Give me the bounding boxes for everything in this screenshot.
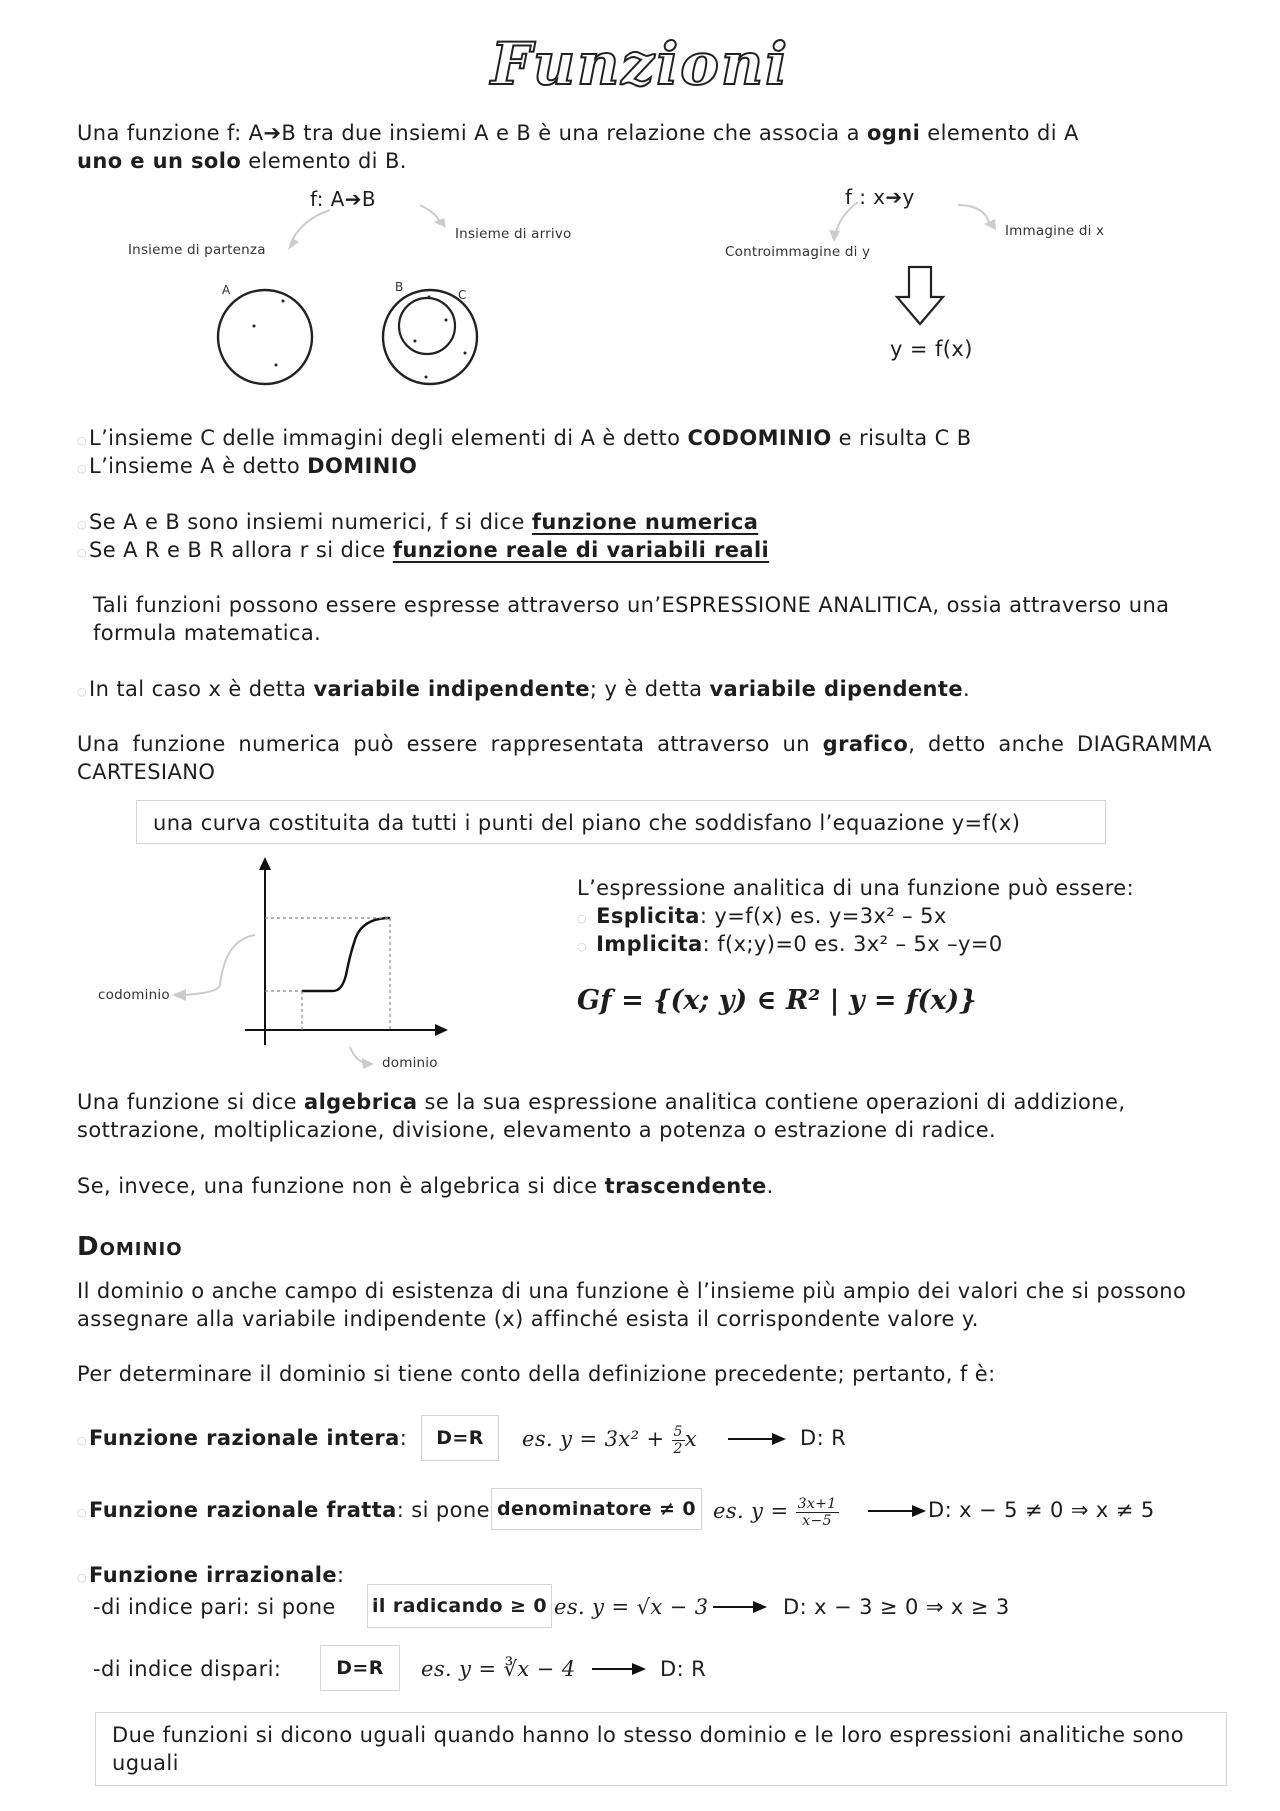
bullet-icon: ○ xyxy=(77,434,87,447)
arrow-right-icon xyxy=(728,1432,788,1446)
dispari-result: D: R xyxy=(660,1657,707,1681)
fratta-condition-box: denominatore ≠ 0 xyxy=(491,1488,702,1530)
set-c-label: C xyxy=(458,288,467,302)
bullet-icon: ○ xyxy=(77,518,87,531)
esplicita-line: ○ Esplicita: y=f(x) es. y=3x² – 5x xyxy=(577,904,947,928)
function-map-diagram xyxy=(640,180,1280,370)
espressione-paragraph: Tali funzioni possono essere espresse attraverso un’ESPRESSIONE ANALITICA, ossia attraverso una formula matematica. xyxy=(93,593,1170,645)
implicita-line: ○ Implicita: f(x;y)=0 es. 3x² – 5x –y=0 xyxy=(577,932,1003,956)
dominio-label: dominio xyxy=(382,1055,438,1071)
fraction: $\frac{5}{2}$ xyxy=(673,1424,683,1457)
bullet-icon: ○ xyxy=(577,912,587,925)
algebrica-paragraph: Una funzione si dice algebrica se la sua espressione analitica contiene operazioni di addizione, sottrazione, moltiplicazione, divisione, elevamento a potenza o estrazione di radice. xyxy=(77,1090,1126,1142)
bullet-icon: ○ xyxy=(77,1506,87,1519)
page-title: Funzioni xyxy=(490,30,790,98)
bullet-icon: ○ xyxy=(77,685,87,698)
intro-paragraph: Una funzione f: A➔B tra due insiemi A e B è una relazione che associa a ogni elemento di A uno e un solo elemento di B. xyxy=(77,121,1079,173)
set-a-label: A xyxy=(222,283,231,297)
funzioni-uguali-text: Due funzioni si dicono uguali quando hanno lo stesso dominio e le loro espressioni analitiche sono uguali xyxy=(112,1723,1185,1775)
fratta-result: D: x − 5 ≠ 0 ⇒ x ≠ 5 xyxy=(928,1498,1155,1522)
dispari-dominio-box: D=R xyxy=(320,1645,400,1691)
curva-definition-box xyxy=(136,800,1106,844)
arrow-right-icon: ➔ xyxy=(263,121,282,145)
arrow-right-icon xyxy=(592,1662,648,1676)
insieme-arrivo-label: Insieme di arrivo xyxy=(455,226,572,242)
funzioni-uguali-box xyxy=(95,1712,1227,1786)
razionale-intera-line: ○Funzione razionale intera: xyxy=(77,1426,408,1450)
mapping-label: f: A➔B xyxy=(310,187,377,211)
intera-example: es. y = 3x² + $\frac{5}{2}$ x xyxy=(522,1424,698,1457)
bullet-icon: ○ xyxy=(577,940,587,953)
sets-svg xyxy=(0,180,640,410)
graph-set-formula: Gf = {(x; y) ∈ R² | y = f(x)} xyxy=(577,985,977,1016)
numerica-line: ○Se A e B sono insiemi numerici, f si dice funzione numerica xyxy=(77,510,759,534)
pari-example: es. y = √x − 3 xyxy=(554,1595,709,1619)
immagine-label: Immagine di x xyxy=(1005,223,1105,239)
intera-result: D: R xyxy=(800,1426,847,1450)
dominio-heading: Dominio xyxy=(77,1232,183,1262)
insieme-partenza-label: Insieme di partenza xyxy=(128,242,266,258)
bullet-icon: ○ xyxy=(77,1434,87,1447)
mapping-xy-label: f : x➔y xyxy=(845,185,915,209)
dispari-example: es. y = ∛x − 4 xyxy=(421,1657,576,1681)
codominio-label: codominio xyxy=(98,987,170,1003)
bullet-icon: ○ xyxy=(77,1571,87,1584)
bullet-icon: ○ xyxy=(77,546,87,559)
dominio-line: ○L’insieme A è detto DOMINIO xyxy=(77,454,418,478)
analitica-heading: L’espressione analitica di una funzione può essere: xyxy=(577,876,1135,900)
arrow-right-icon xyxy=(713,1600,769,1614)
set-b-label: B xyxy=(395,280,404,294)
sets-diagram xyxy=(0,180,640,410)
pari-condition-box: il radicando ≥ 0 xyxy=(367,1584,552,1628)
determinare-line: Per determinare il dominio si tiene conto della definizione precedente; pertanto, f è: xyxy=(77,1362,996,1386)
fraction: $\frac{3x+1}{x-5}$ xyxy=(797,1496,837,1529)
arrow-right-icon xyxy=(868,1504,928,1518)
variabili-line: ○In tal caso x è detta variabile indipendente; y è detta variabile dipendente. xyxy=(77,677,971,701)
cartesian-graph xyxy=(90,855,470,1075)
indice-dispari-line: -di indice dispari: xyxy=(93,1657,282,1681)
dominio-definition: Il dominio o anche campo di esistenza di una funzione è l’insieme più ampio dei valori che si possono assegnare alla variabile indipendente (x) affinché esista il corrispondente valore y. xyxy=(77,1279,1187,1331)
indice-pari-line: -di indice pari: si pone xyxy=(93,1595,336,1619)
intera-dominio-box: D=R xyxy=(421,1415,499,1461)
codominio-line: ○L’insieme C delle immagini degli elementi di A è detto CODOMINIO e risulta C B xyxy=(77,426,972,450)
arrow-right-icon: ➔ xyxy=(885,185,903,209)
trascendente-paragraph: Se, invece, una funzione non è algebrica si dice trascendente. xyxy=(77,1174,774,1198)
fratta-example: es. y = $\frac{3x+1}{x-5}$ xyxy=(713,1496,837,1529)
reale-line: ○Se A R e B R allora r si dice funzione reale di variabili reali xyxy=(77,538,770,562)
curva-definition-text: una curva costituita da tutti i punti del piano che soddisfano l’equazione y=f(x) xyxy=(153,811,1021,835)
bullet-icon: ○ xyxy=(77,462,87,475)
y-equals-fx: y = f(x) xyxy=(890,337,973,361)
controimmagine-label: Controimmagine di y xyxy=(725,244,871,260)
irrazionale-line: ○Funzione irrazionale: xyxy=(77,1563,345,1587)
grafico-paragraph: Una funzione numerica può essere rappresentata attraverso un grafico, detto anche DIAGRAMMA CARTESIANO xyxy=(77,732,1212,784)
razionale-fratta-line: ○Funzione razionale fratta: si pone xyxy=(77,1498,490,1522)
pari-result: D: x − 3 ≥ 0 ⇒ x ≥ 3 xyxy=(783,1595,1010,1619)
arrow-right-icon: ➔ xyxy=(344,187,362,211)
